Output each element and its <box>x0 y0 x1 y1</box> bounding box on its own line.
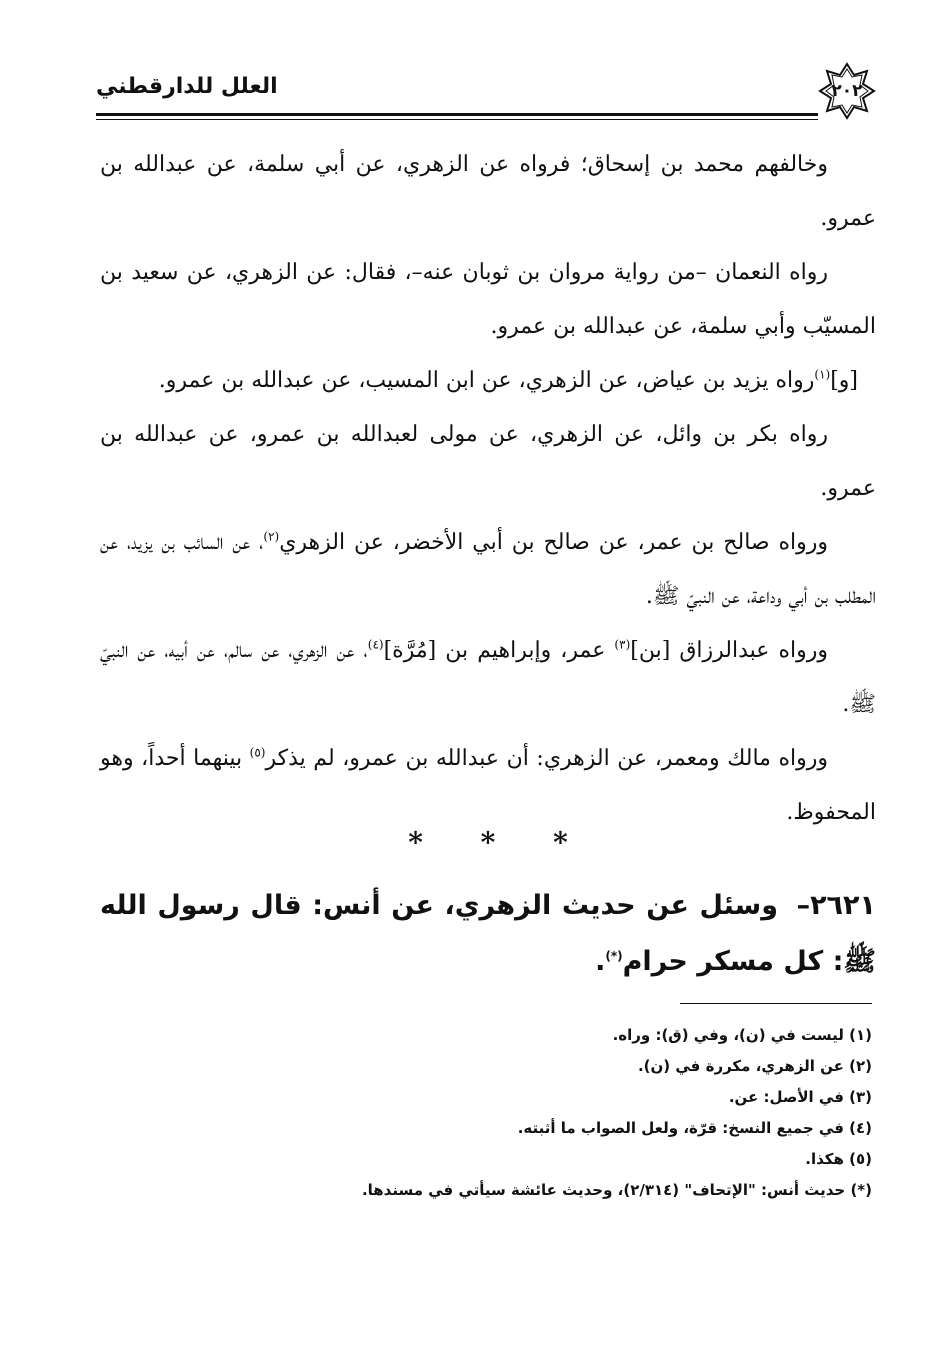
header-rule-thin <box>96 119 818 120</box>
footnote-ref: (٢) <box>263 529 280 544</box>
footnote-item: (٢) عن الزهري، مكررة في (ن). <box>637 1057 872 1075</box>
paragraph-6-text-c: ، عن الزهري، عن سالم، عن أبيه، عن النبيّ ﷺ. <box>100 638 876 717</box>
bracket-insertion: [و] <box>830 368 858 393</box>
footnote-item: (*) حديث أنس: "الإتحاف" (٢/٣١٤)، وحديث عائشة سيأتي في مسندها. <box>361 1181 872 1199</box>
hadith-number: ٢٦٢١– <box>796 890 876 921</box>
hadith-text: وسئل عن حديث الزهري، عن أنس: قال رسول الله ﷺ: كل مسكر حرام <box>100 890 876 977</box>
paragraph-4-text: رواه بكر بن وائل، عن الزهري، عن مولى لعبدالله بن عمرو، عن عبدالله بن عمرو. <box>100 422 876 501</box>
paragraph-5 <box>100 516 876 624</box>
footnote-ref: (٣) <box>614 637 631 652</box>
paragraph-6-text-a: ورواه عبدالرزاق [بن] <box>630 638 829 663</box>
page-number: ٢٠٢ <box>831 81 863 101</box>
footnote-item: (١) ليست في (ن)، وفي (ق): وراه. <box>612 1026 872 1044</box>
footnote-item: (٥) هكذا. <box>805 1150 872 1168</box>
footnote-divider <box>680 1003 872 1004</box>
paragraph-6 <box>100 624 876 732</box>
paragraph-3 <box>100 354 876 408</box>
footnote-ref: (١) <box>814 367 831 382</box>
paragraph-2 <box>100 246 876 354</box>
footnote-ref: (٤) <box>367 637 384 652</box>
section-separator: * * * <box>408 826 568 859</box>
page-number-badge <box>818 62 876 120</box>
paragraph-7 <box>100 732 876 840</box>
footnote-item: (٣) في الأصل: عن. <box>728 1088 872 1106</box>
footnote-ref: (٥) <box>249 745 266 760</box>
paragraph-3-text: رواه يزيد بن عياض، عن الزهري، عن ابن المسيب، عن عبدالله بن عمرو. <box>158 368 815 393</box>
paragraph-2-text: رواه النعمان –من رواية مروان بن ثوبان عنه–، فقال: عن الزهري، عن سعيد بن المسيّب وأبي سلمة، عن عبدالله بن عمرو. <box>100 260 876 339</box>
main-text <box>100 138 876 840</box>
header-rule <box>96 113 818 116</box>
hadith-end: . <box>595 946 606 977</box>
paragraph-1 <box>100 138 876 246</box>
paragraph-5-text-b: ، عن السائب بن يزيد، عن المطلب بن أبي وداعة، عن النبيّ ﷺ. <box>100 530 876 609</box>
book-title: العلل للدارقطني <box>96 74 278 99</box>
paragraph-6-text-b: عمر، وإبراهيم بن [مُرَّة] <box>383 638 615 663</box>
paragraph-1-text: وخالفهم محمد بن إسحاق؛ فرواه عن الزهري، عن أبي سلمة، عن عبدالله بن عمرو. <box>100 152 876 231</box>
paragraph-7-text-b: بينهما أحداً، وهو المحفوظ. <box>100 746 876 825</box>
footnote-item: (٤) في جميع النسخ: قرّة، ولعل الصواب ما أثبته. <box>517 1119 872 1137</box>
footnotes <box>100 1020 872 1206</box>
footnote-ref: (*) <box>605 949 623 963</box>
paragraph-5-text-a: ورواه صالح بن عمر، عن صالح بن أبي الأخضر، عن الزهري <box>279 530 828 555</box>
hadith-heading <box>100 878 876 990</box>
paragraph-4 <box>100 408 876 516</box>
paragraph-7-text-a: ورواه مالك ومعمر، عن الزهري: أن عبدالله بن عمرو، لم يذكر <box>265 746 828 771</box>
